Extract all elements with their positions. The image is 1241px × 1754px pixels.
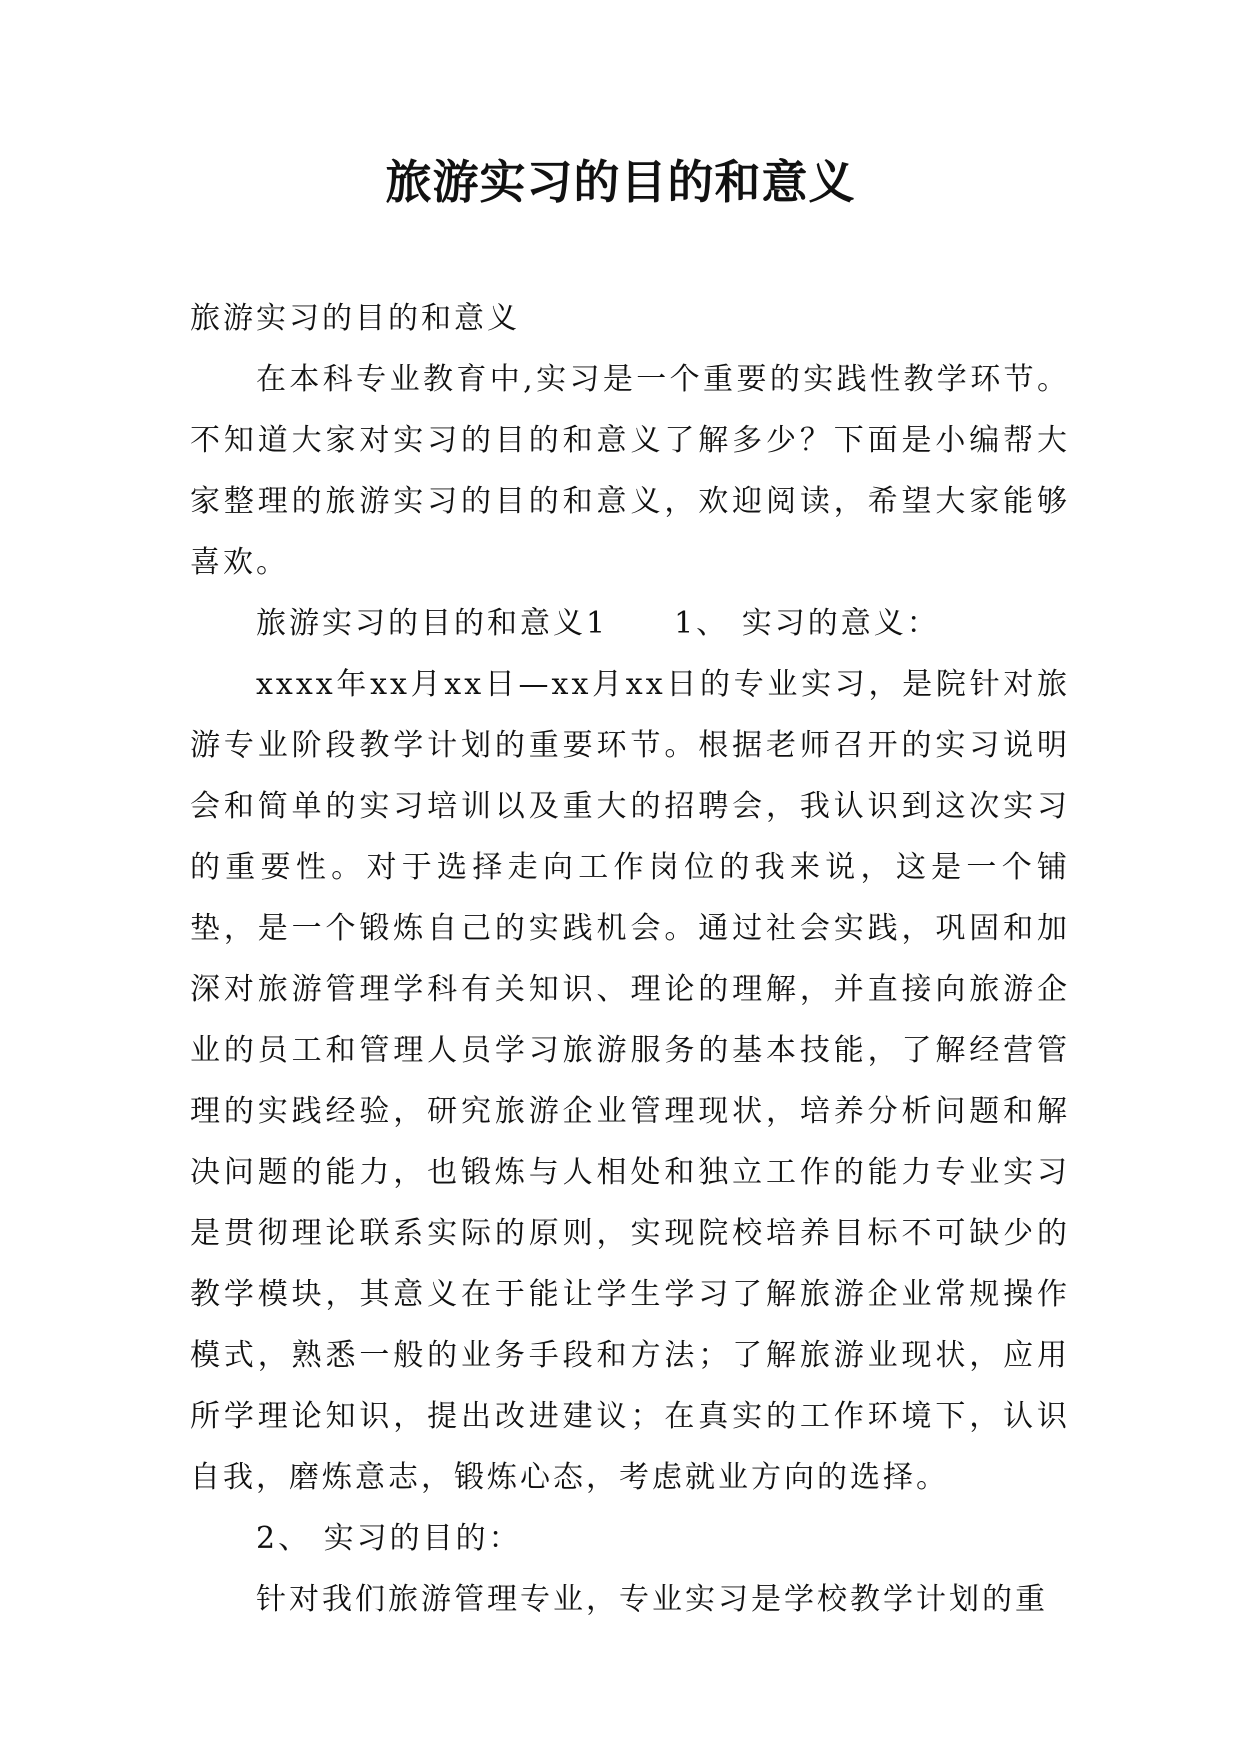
- section-heading-purpose: 2、 实习的目的：: [256, 1521, 522, 1556]
- document-body: [190, 288, 1070, 1630]
- document-subtitle: 旅游实习的目的和意义: [190, 301, 520, 336]
- section-heading-significance: 旅游实习的目的和意义1 1、 实习的意义：: [256, 606, 940, 641]
- paragraph-purpose: 针对我们旅游管理专业，专业实习是学校教学计划的重: [256, 1582, 1048, 1617]
- paragraph-significance: xxxx年xx月xx日—xx月xx日的专业实习，是院针对旅游专业阶段教学计划的重要环节。根据老师召开的实习说明会和简单的实习培训以及重大的招聘会，我认识到这次实习的重要性。对于选择走向工作岗位的我来说，这是一个铺垫，是一个锻炼自己的实践机会。通过社会实践，巩固和加深对旅游管理学科有关知识、理论的理解，并直接向旅游企业的员工和管理人员学习旅游服务的基本技能，了解经营管理的实践经验，研究旅游企业管理现状，培养分析问题和解决问题的能力，也锻炼与人相处和独立工作的能力专业实习是贯彻理论联系实际的原则，实现院校培养目标不可缺少的教学模块，其意义在于能让学生学习了解旅游企业常规操作模式，熟悉一般的业务手段和方法；了解旅游业现状，应用所学理论知识，提出改进建议；在真实的工作环境下，认识自我，磨炼意志，锻炼心态，考虑就业方向的选择。: [190, 667, 1070, 1495]
- paragraph-intro: 在本科专业教育中,实习是一个重要的实践性教学环节。不知道大家对实习的目的和意义了解多少？下面是小编帮大家整理的旅游实习的目的和意义，欢迎阅读，希望大家能够喜欢。: [190, 362, 1070, 580]
- document-title: 旅游实习的目的和意义: [385, 155, 856, 209]
